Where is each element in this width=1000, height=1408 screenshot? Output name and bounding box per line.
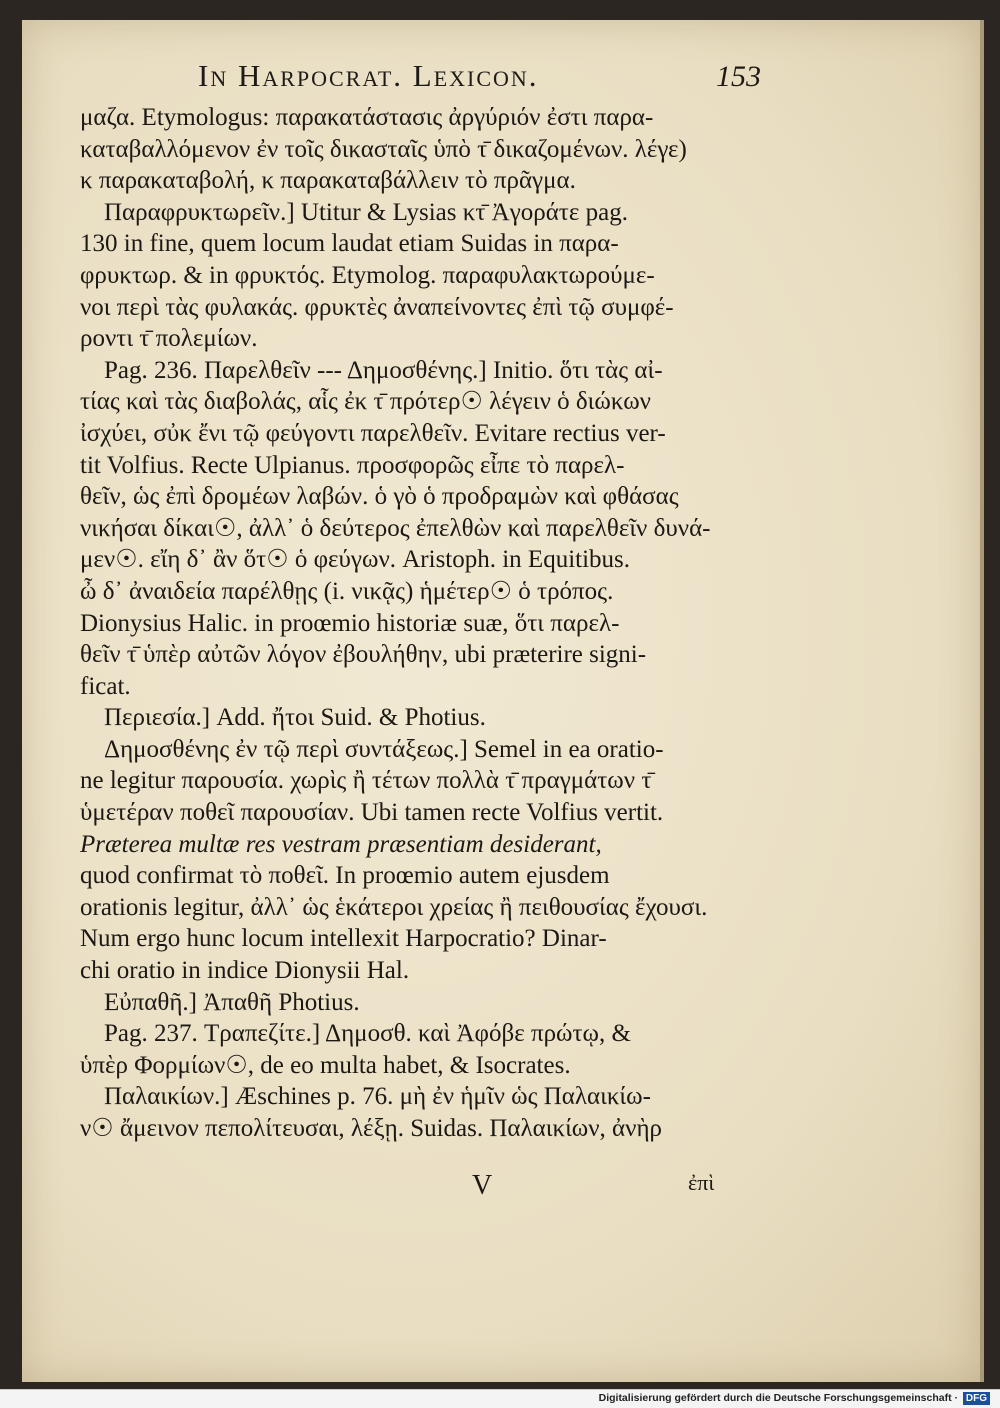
text-line: νοι περὶ τὰς φυλακάς. φρυκτὲς ἀναπείνοντες ἐπὶ τῷ συμφέ- <box>80 293 674 321</box>
text-line: ροντι τ̄ πολεμίων. <box>80 325 258 353</box>
text-line: chi oratio in indice Dionysii Hal. <box>80 957 410 985</box>
footer-credit: Digitalisierung gefördert durch die Deutsche Forschungsgemeinschaft · <box>598 1392 958 1404</box>
text-line: κ παρακαταβολή, κ παρακαταβάλλειν τὸ πρᾶγμα. <box>80 167 576 195</box>
text-line: orationis legitur, ἀλλ᾽ ὡς ἑκάτεροι χρείας ἢ πειθουσίας ἔχουσι. <box>80 893 708 921</box>
text-line: Pag. 236. Παρελθεῖν --- Δημοσθένης.] Initio. ὅτι τὰς αἰ- <box>104 356 663 384</box>
text-line: ἰσχύει, σὐκ ἔνι τῷ φεύγοντι παρελθεῖν. Evitare rectius ver- <box>80 419 666 447</box>
text-line: καταβαλλόμενον ἐν τοῖς δικασταῖς ὑπὸ τ̄ δικαζομένων. λέγε) <box>80 135 687 163</box>
text-line: θεῖν, ὡς ἐπὶ δρομέων λαβών. ὁ γὸ ὁ προδραμὼν καὶ φθάσας <box>80 483 679 511</box>
text-line: Num ergo hunc locum intellexit Harpocratio? Dinar- <box>80 925 607 953</box>
page-number: 153 <box>716 60 761 93</box>
text-line: θεῖν τ̄ ὑπὲρ αὐτῶν λόγον ἐβουλήθην, ubi præterire signi- <box>80 641 647 669</box>
text-line: ὦ δ᾽ ἀναιδεία παρέλθῃς (i. νικᾷς) ἡμέτερ☉ ὁ τρόπος. <box>80 577 614 605</box>
text-line: μαζα. Etymologus: παρακατάστασις ἀργύριόν ἐστι παρα- <box>80 104 654 131</box>
text-line: νικήσαι δίκαι☉, ἀλλ᾽ ὁ δεύτερος ἐπελθὼν καὶ παρελθεῖν δυνά- <box>80 514 711 542</box>
text-line: Δημοσθένης ἐν τῷ περὶ συντάξεως.] Semel in ea oratio- <box>104 735 664 763</box>
signature-mark: V <box>472 1170 493 1201</box>
text-line: Εὐπαθῆ.] Ἀπαθῆ Photius. <box>104 988 360 1016</box>
text-line: Παραφρυκτωρεῖν.] Utitur & Lysias κτ̄ Ἀγοράτε pag. <box>104 198 628 226</box>
text-line: ne legitur παρουσία. χωρὶς ἢ τέτων πολλὰ τ̄ πραγμάτων τ̄ <box>80 767 652 795</box>
running-head-title: In Harpocrat. Lexicon. <box>198 58 539 93</box>
dfg-logo-icon: DFG <box>963 1392 990 1405</box>
text-line: ficat. <box>80 672 131 700</box>
text-line: Præterea multæ res vestram præsentiam desiderant, <box>80 830 602 858</box>
text-line: ὑπὲρ Φορμίων☉, de eo multa habet, & Isocrates. <box>80 1051 571 1079</box>
text-line: Pag. 237. Τραπεζίτε.] Δημοσθ. καὶ Ἀφόβε πρώτῳ, & <box>104 1020 631 1048</box>
digitization-footer <box>0 1389 1000 1408</box>
text-line: Παλαικίων.] Æschines p. 76. μὴ ἐν ἡμῖν ὡς Παλαικίω- <box>104 1083 651 1111</box>
text-line: ὑμετέραν ποθεῖ παρουσίαν. Ubi tamen recte Volfius vertit. <box>80 799 664 827</box>
text-line: φρυκτωρ. & in φρυκτός. Etymolog. παραφυλακτωρούμε- <box>80 261 655 289</box>
text-line: Περιεσία.] Add. ἤτοι Suid. & Photius. <box>104 704 486 732</box>
text-line: 130 in fine, quem locum laudat etiam Suidas in παρα- <box>80 230 619 258</box>
body-text <box>80 102 768 1145</box>
catchword: ἐπὶ <box>688 1170 715 1195</box>
text-line: ν☉ ἄμεινον πεπολίτευσαι, λέξῃ. Suidas. Παλαικίων, ἀνὴρ <box>80 1115 663 1142</box>
text-line: μεν☉. εἴη δ᾽ ἂν ὅτ☉ ὁ φεύγων. Aristoph. in Equitibus. <box>80 546 631 574</box>
text-line: tit Volfius. Recte Ulpianus. προσφορῶς εἶπε τὸ παρελ- <box>80 451 625 479</box>
text-line: Dionysius Halic. in proœmio historiæ suæ, ὅτι παρελ- <box>80 609 620 637</box>
text-line: τίας καὶ τὰς διαβολάς, αἷς ἐκ τ̄ πρότερ☉ λέγειν ὁ διώκων <box>80 388 651 416</box>
text-line: quod confirmat τὸ ποθεῖ. In proœmio autem ejusdem <box>80 862 610 890</box>
